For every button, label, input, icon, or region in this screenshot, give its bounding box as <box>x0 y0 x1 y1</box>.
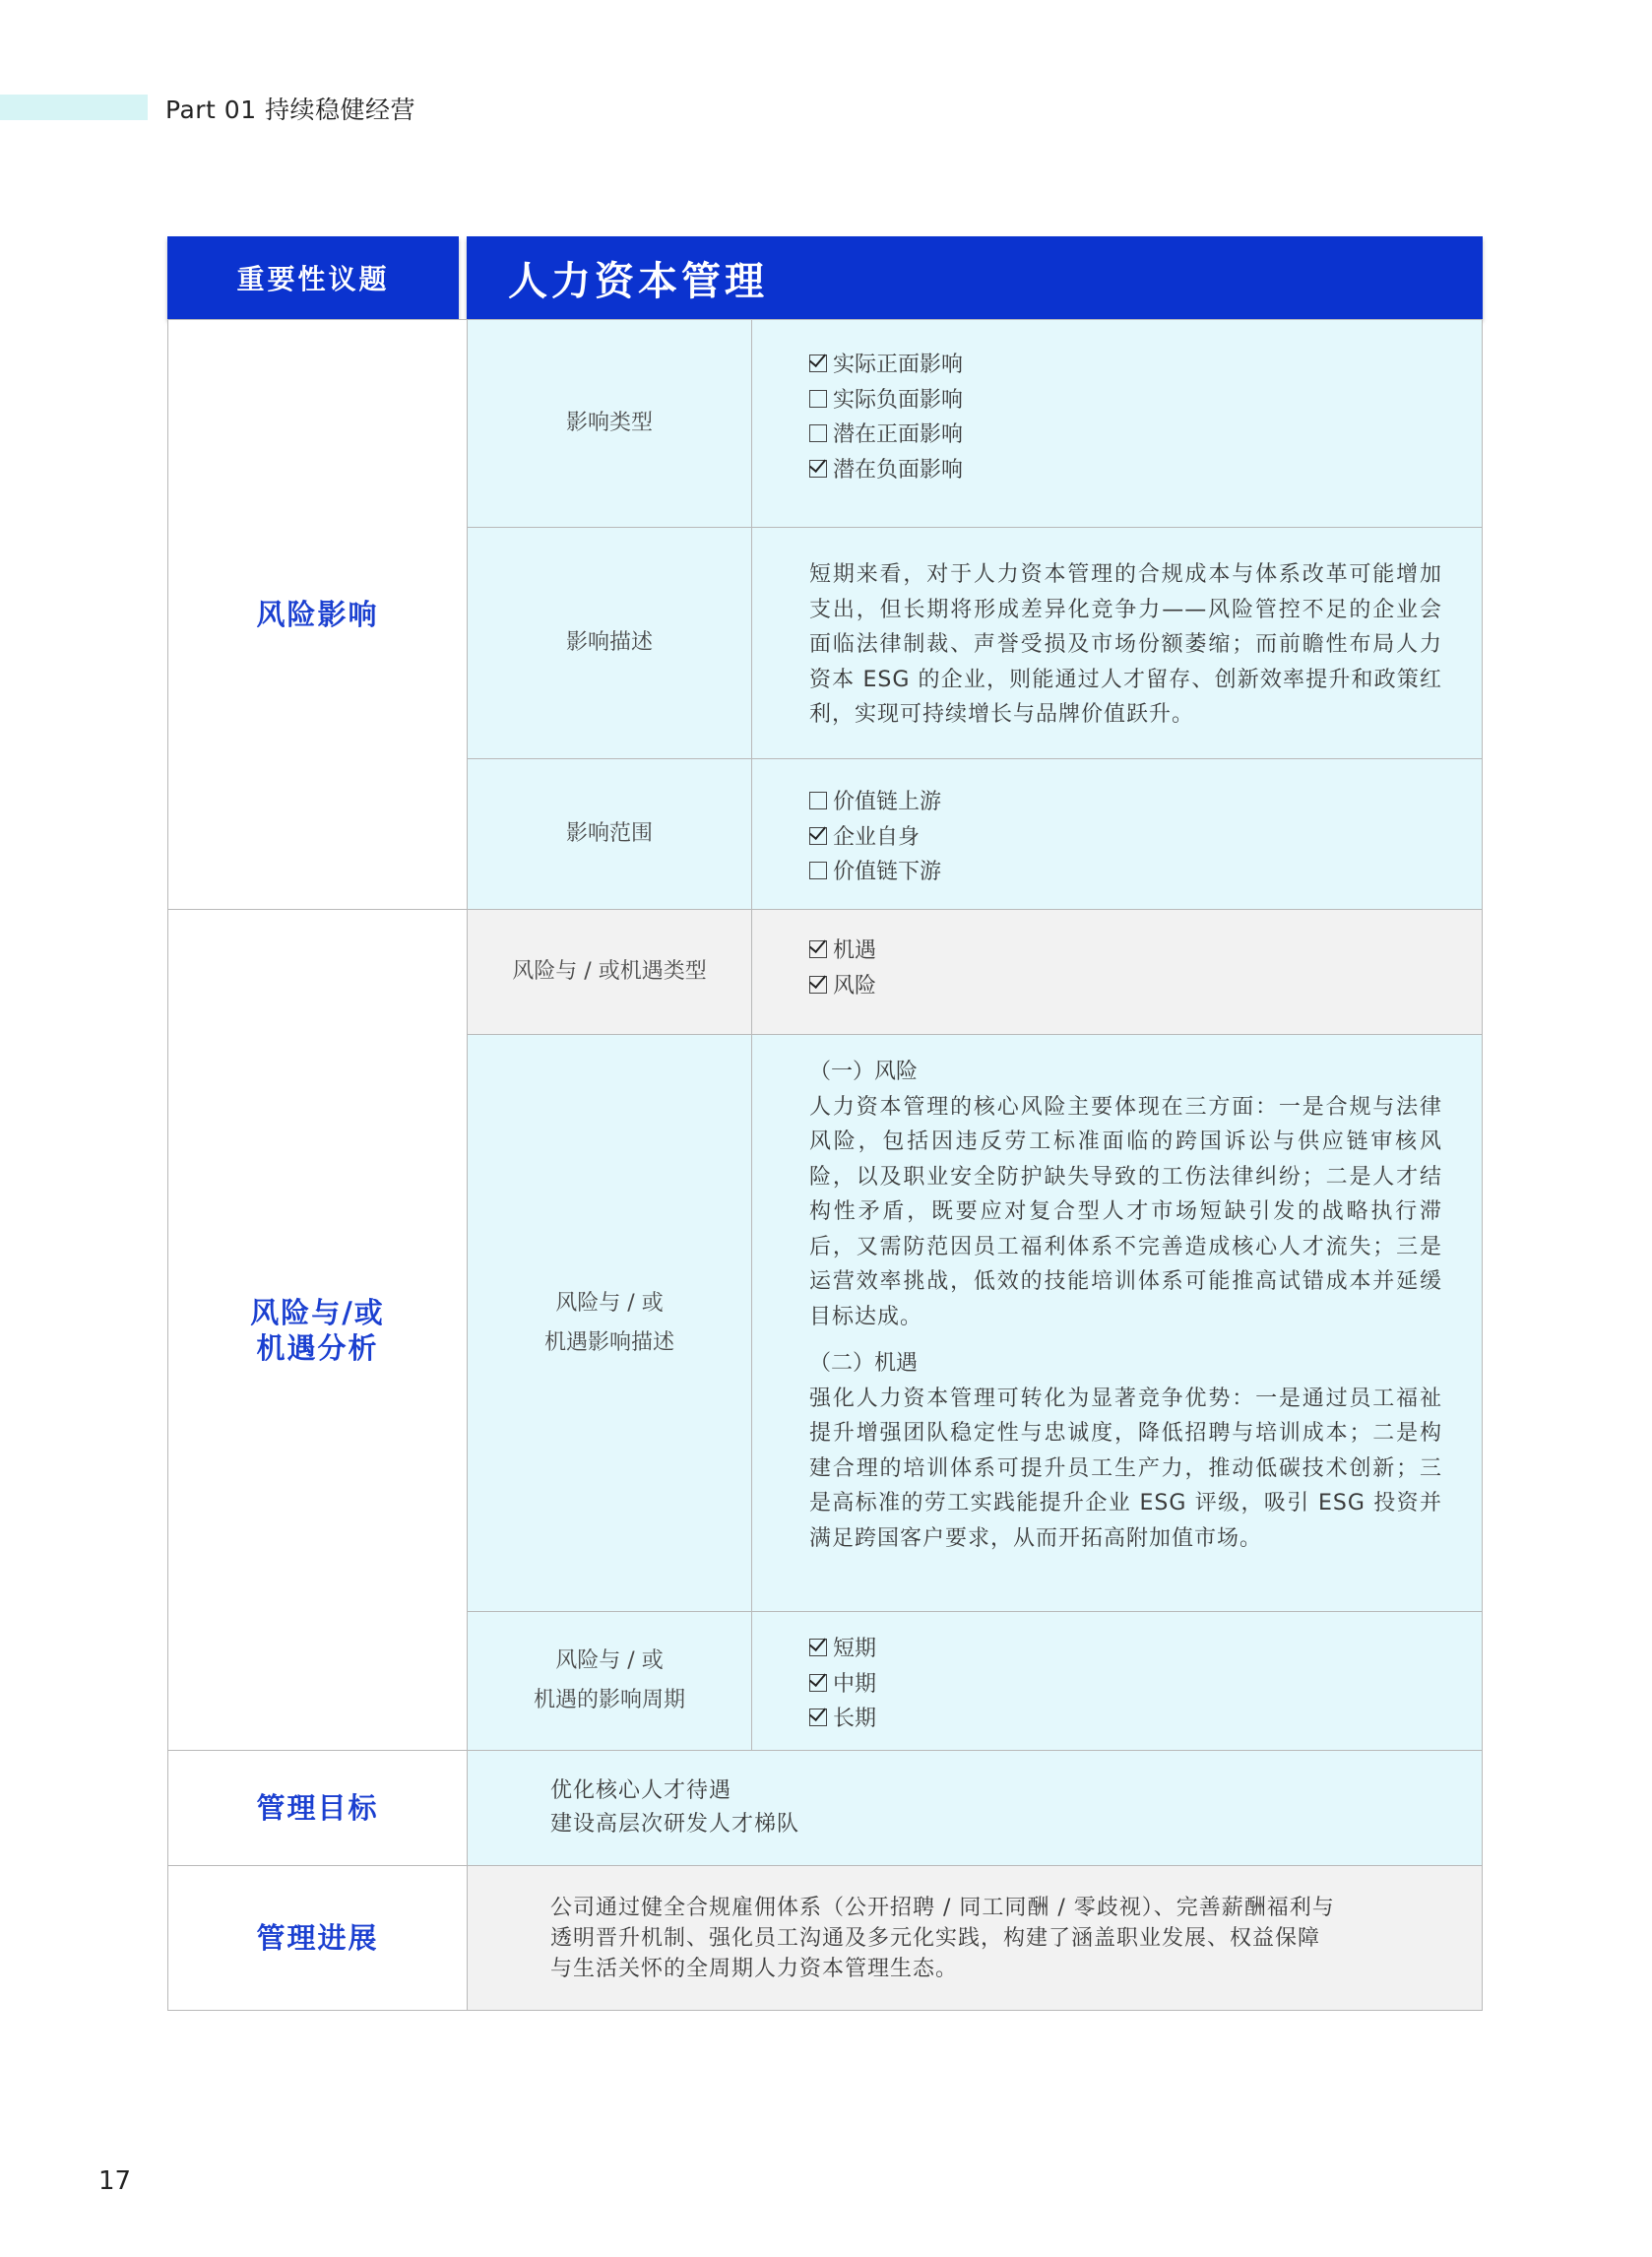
checkbox-item <box>809 1667 1442 1703</box>
checkbox-label: 风险 <box>833 973 877 999</box>
checked-box-icon <box>809 827 827 845</box>
section-label-goal <box>167 1750 468 1866</box>
row-label-ro-period <box>467 1611 752 1751</box>
checked-box-icon <box>809 976 827 994</box>
impact-desc-paragraph: 短期来看，对于人力资本管理的合规成本与体系改革可能增加支出，但长期将形成差异化竞争力——风险管控不足的企业会面临法律制裁、声誉受损及市场份额萎缩；而前瞻性布局人力资本 ESG 的企业，则能通过人才留存、创新效率提升和政策红利，实现可持续增长与品牌价值跃升。 <box>809 562 1442 727</box>
page-number: 17 <box>98 2166 132 2196</box>
checkbox-item <box>809 383 1442 419</box>
row-label-text: 风险与 / 或机遇类型 <box>512 959 707 984</box>
section-label-risk-impact <box>167 319 468 910</box>
checkbox-label: 潜在负面影响 <box>833 457 964 483</box>
checkbox-label: 短期 <box>833 1637 877 1661</box>
row-label-text: 机遇影响描述 <box>543 1329 674 1355</box>
progress-content <box>467 1865 1483 2011</box>
risk-paragraph: 人力资本管理的核心风险主要体现在三方面：一是合规与法律风险，包括因违反劳工标准面临的跨国诉讼与供应链审核风险，以及职业安全防护缺失导致的工伤法律纠纷；二是人才结构性矛盾，既要应对复合型人才市场短缺引发的战略执行滞后，又需防范因员工福利体系不完善造成核心人才流失；三是运营效率挑战，低效的技能培训体系可能推高试错成本并延缓目标达成。 <box>809 1094 1442 1329</box>
checkbox-label: 长期 <box>833 1707 877 1731</box>
checkbox-item <box>809 934 1442 969</box>
impact-type-options <box>751 319 1483 528</box>
section-header: Part 01 持续稳健经营 <box>165 96 416 124</box>
checkbox-item <box>809 348 1442 383</box>
impact-scope-options <box>751 758 1483 910</box>
checkbox-item <box>809 418 1442 453</box>
goal-line: 优化核心人才待遇 <box>550 1778 732 1803</box>
row-label-impact-type <box>467 319 752 528</box>
row-label-ro-type <box>467 909 752 1035</box>
ro-period-options <box>751 1611 1483 1751</box>
checked-box-icon <box>809 1709 827 1726</box>
section-label-text: 管理目标 <box>256 1791 379 1825</box>
checkbox-label: 实际正面影响 <box>833 353 964 377</box>
ro-desc-text <box>751 1034 1483 1612</box>
unchecked-box-icon <box>809 792 827 809</box>
row-label-impact-scope <box>467 758 752 910</box>
checkbox-label: 企业自身 <box>833 824 921 850</box>
row-label-text: 影响范围 <box>565 821 653 846</box>
checkbox-label: 机遇 <box>833 938 877 963</box>
row-label-ro-desc <box>467 1034 752 1612</box>
goal-content <box>467 1750 1483 1866</box>
unchecked-box-icon <box>809 390 827 408</box>
progress-line: 与生活关怀的全周期人力资本管理生态。 <box>550 1956 959 1981</box>
goal-line: 建设高层次研发人才梯队 <box>550 1812 800 1837</box>
section-label-progress <box>167 1865 468 2011</box>
unchecked-box-icon <box>809 424 827 442</box>
checkbox-item <box>809 969 1442 1004</box>
row-label-impact-desc <box>467 527 752 759</box>
section-label-risk-opportunity <box>167 909 468 1751</box>
risk-subtitle: （一）风险 <box>809 1060 919 1084</box>
section-label-text: 风险影响 <box>256 598 379 631</box>
header-accent-bar <box>0 95 148 120</box>
checked-box-icon <box>809 1674 827 1692</box>
checkbox-item <box>809 453 1442 488</box>
checkbox-label: 潜在正面影响 <box>833 422 964 447</box>
opportunity-paragraph: 强化人力资本管理可转化为显著竞争优势：一是通过员工福祉提升增强团队稳定性与忠诚度，降低招聘与培训成本；二是构建合理的培训体系可提升员工生产力，推动低碳技术创新；三是高标准的劳工实践能提升企业 ESG 评级，吸引 ESG 投资并满足跨国客户要求，从而开拓高附加值市场。 <box>809 1386 1442 1551</box>
checkbox-label: 价值链下游 <box>833 860 942 884</box>
row-label-text: 风险与 / 或 <box>555 1290 664 1316</box>
checked-box-icon <box>809 355 827 372</box>
progress-line: 公司通过健全合规雇佣体系（公开招聘 / 同工同酬 / 零歧视）、完善薪酬福利与 <box>550 1895 1335 1920</box>
progress-line: 透明晋升机制、强化员工沟通及多元化实践，构建了涵盖职业发展、权益保障 <box>550 1925 1321 1951</box>
ro-type-options <box>751 909 1483 1035</box>
section-label-text: 管理进展 <box>256 1921 379 1955</box>
checkbox-item <box>809 820 1442 856</box>
checkbox-item <box>809 855 1442 890</box>
row-label-text: 影响描述 <box>565 630 653 655</box>
checkbox-label: 中期 <box>833 1671 877 1697</box>
checked-box-icon <box>809 460 827 478</box>
col-header: 重要性议题 <box>167 236 459 319</box>
section-label-text: 风险与/或 <box>250 1295 385 1329</box>
row-label-text: 影响类型 <box>565 411 653 435</box>
checkbox-item <box>809 1702 1442 1737</box>
checkbox-label: 价值链上游 <box>833 790 942 814</box>
checkbox-item <box>809 785 1442 820</box>
unchecked-box-icon <box>809 862 827 879</box>
checkbox-item <box>809 1632 1442 1667</box>
section-label-text: 机遇分析 <box>256 1330 379 1365</box>
row-label-text: 风险与 / 或 <box>555 1648 664 1673</box>
checked-box-icon <box>809 940 827 958</box>
row-label-text: 机遇的影响周期 <box>533 1688 685 1712</box>
checked-box-icon <box>809 1639 827 1656</box>
opportunity-subtitle: （二）机遇 <box>809 1351 919 1376</box>
impact-desc-text <box>751 527 1483 759</box>
checkbox-label: 实际负面影响 <box>833 387 964 413</box>
table-title: 人力资本管理 <box>467 236 1483 319</box>
